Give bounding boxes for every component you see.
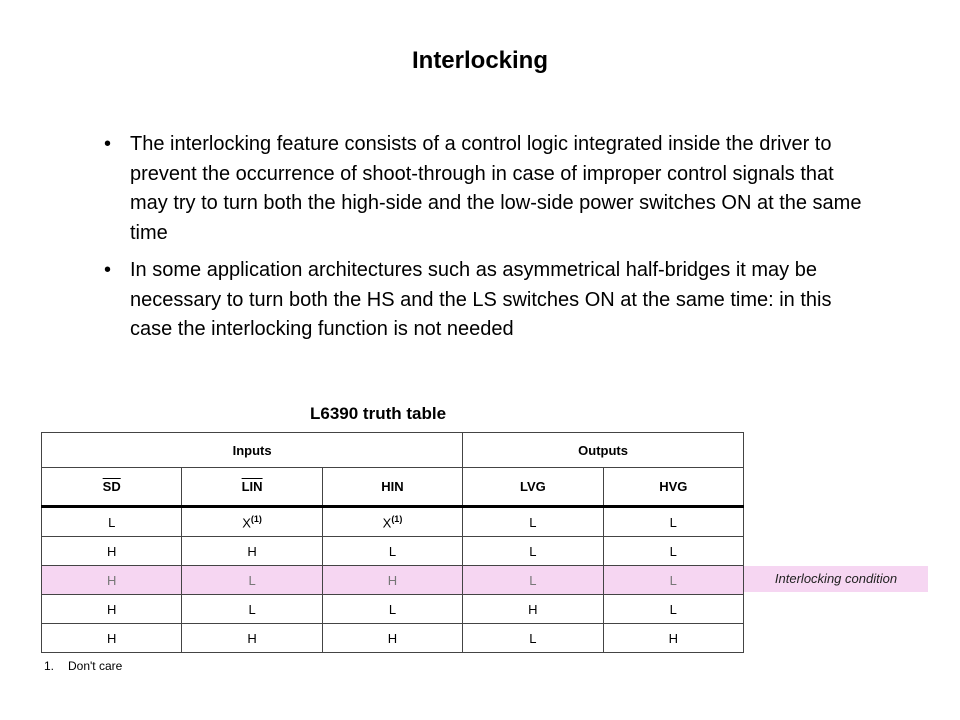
lin-label: $\overline{LIN}$: [241, 479, 263, 494]
cell-sd: H: [42, 624, 182, 653]
footnote-text: Don't care: [68, 659, 123, 673]
footnote-ref: (1): [391, 513, 403, 524]
cell-sd: L: [42, 507, 182, 537]
bullet-item: [104, 130, 864, 248]
table-row: [42, 624, 744, 653]
bullet-item: [104, 256, 864, 345]
cell-hvg: L: [603, 537, 743, 566]
cell-lin: L: [182, 595, 322, 624]
dont-care-value: X: [382, 515, 392, 531]
cell-lin: H: [182, 537, 322, 566]
cell-hvg: L: [603, 566, 743, 595]
cell-lin: [182, 507, 322, 537]
dont-care-value: X: [242, 515, 251, 531]
cell-lvg: H: [463, 595, 603, 624]
cell-hin: L: [322, 595, 462, 624]
footnote-ref: (1): [250, 513, 262, 524]
column-header-lvg: LVG: [463, 468, 603, 507]
table-row: [42, 507, 744, 537]
table-row-interlocking: [42, 566, 744, 595]
cell-hin: H: [322, 566, 462, 595]
cell-lvg: L: [463, 507, 603, 537]
cell-sd: H: [42, 537, 182, 566]
table-row: [42, 595, 744, 624]
bullet-list: [104, 130, 864, 353]
footnote-number: 1.: [44, 659, 55, 673]
bullet-marker: •: [104, 133, 112, 155]
bullet-text: The interlocking feature consists of a control logic integrated inside the driver to prevent the occurrence of shoot-through in case of improper control signals that may try to turn both the high-side and the low-side power switches ON at the same time: [130, 133, 862, 244]
column-header-lin: [182, 468, 322, 507]
cell-lvg: L: [463, 537, 603, 566]
cell-sd: H: [42, 595, 182, 624]
sd-label: $\overline{SD}$: [102, 479, 121, 494]
table-title: L6390 truth table: [310, 404, 447, 423]
cell-hvg: H: [603, 624, 743, 653]
interlocking-condition-callout: Interlocking condition: [744, 566, 928, 592]
cell-lvg: L: [463, 624, 603, 653]
slide-title: Interlocking: [411, 47, 549, 74]
bullet-marker: •: [104, 259, 112, 281]
cell-sd: H: [42, 566, 182, 595]
cell-hin: L: [322, 537, 462, 566]
inputs-group-header: Inputs: [42, 433, 463, 468]
column-header-hin: HIN: [322, 468, 462, 507]
outputs-group-header: Outputs: [463, 433, 744, 468]
cell-hvg: L: [603, 507, 743, 537]
truth-table: [41, 432, 744, 653]
cell-lin: H: [182, 624, 322, 653]
cell-hvg: L: [603, 595, 743, 624]
bullet-text: In some application architectures such as asymmetrical half-bridges it may be necessary to turn both the HS and the LS switches ON at the same time: in this case the interlocking function is not needed: [130, 259, 832, 340]
column-header-hvg: HVG: [603, 468, 743, 507]
cell-hin: [322, 507, 462, 537]
table-row: [42, 537, 744, 566]
cell-lvg: L: [463, 566, 603, 595]
column-header-sd: [42, 468, 182, 507]
cell-lin: L: [182, 566, 322, 595]
footnote: [44, 659, 122, 673]
cell-hin: H: [322, 624, 462, 653]
